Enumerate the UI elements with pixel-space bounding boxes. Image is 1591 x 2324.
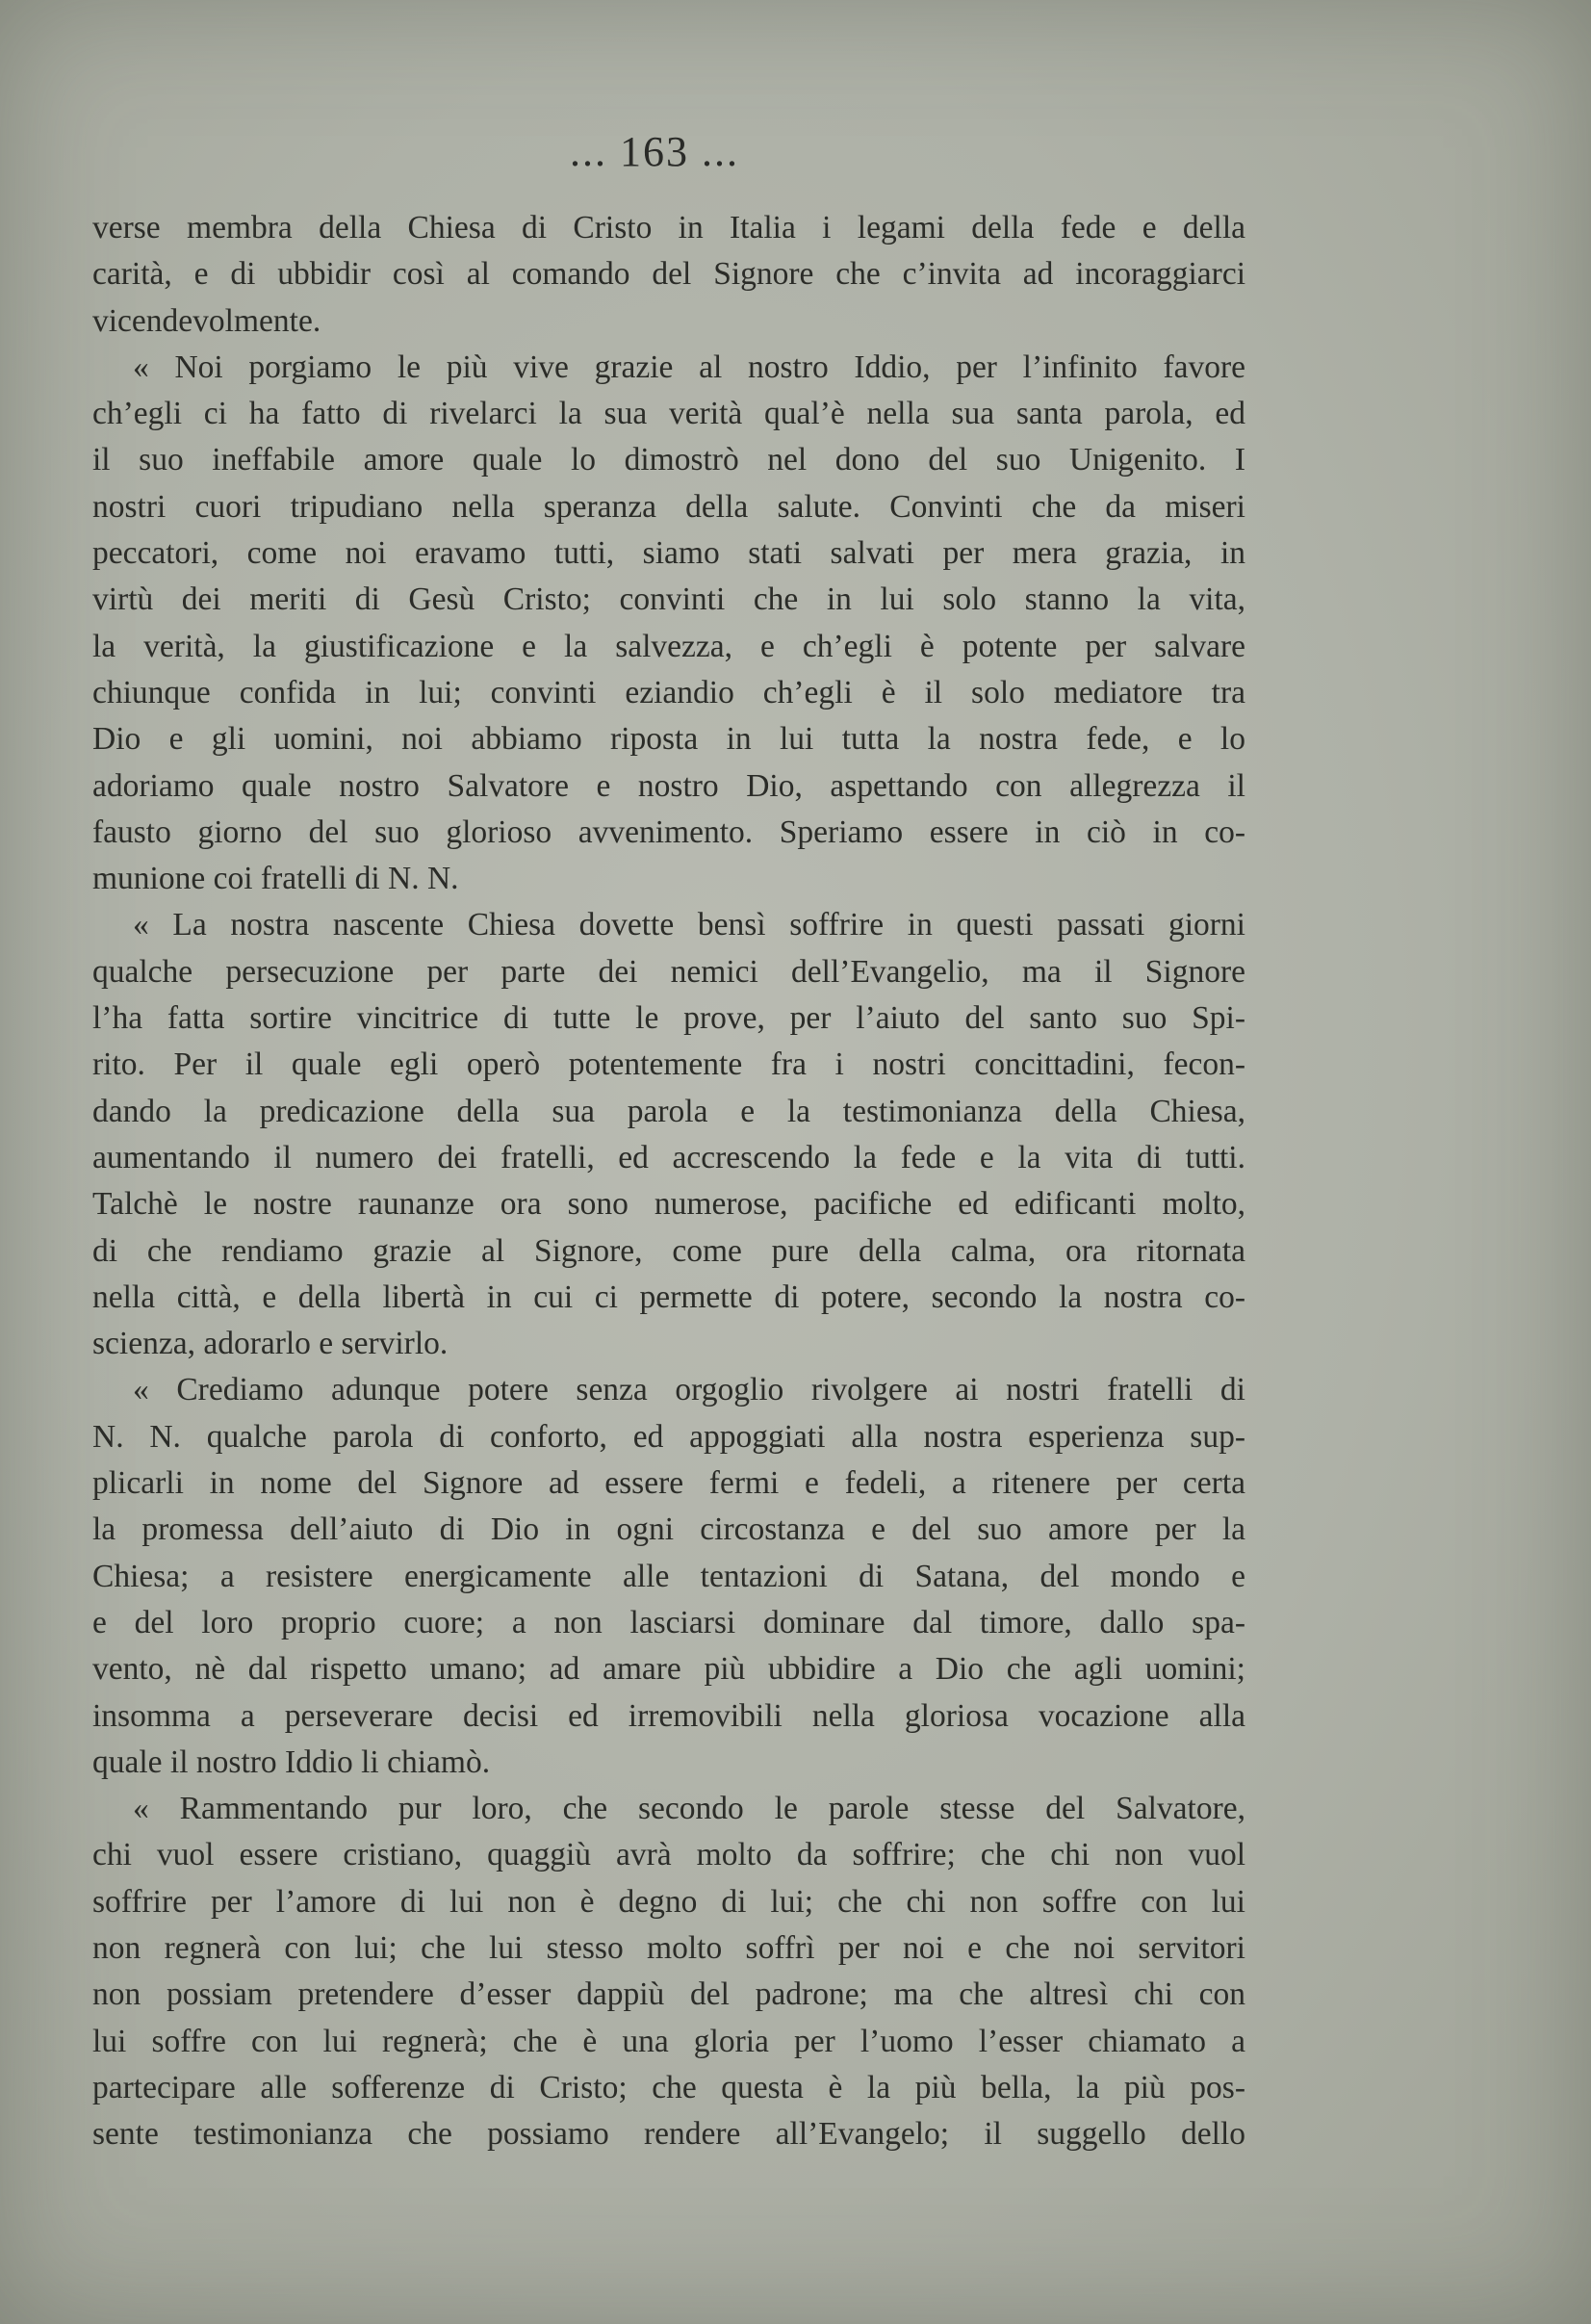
text-line: partecipare alle sofferenze di Cristo; che questa è la più bella, la più pos- [92, 2069, 1245, 2105]
text-line: l’ha fatta sortire vincitrice di tutte le prove, per l’aiuto del santo suo Spi- [92, 1000, 1245, 1037]
text-line: qualche persecuzione per parte dei nemici dell’Evangelio, ma il Signore [92, 953, 1245, 990]
text-line: plicarli in nome del Signore ad essere fermi e fedeli, a ritenere per certa [92, 1465, 1245, 1502]
text-line: la verità, la giustificazione e la salvezza, e ch’egli è potente per salvare [92, 628, 1245, 664]
text-line: vento, nè dal rispetto umano; ad amare più ubbidire a Dio che agli uomini; [92, 1651, 1245, 1688]
body-text [92, 205, 1245, 2157]
text-line: dando la predicazione della sua parola e la testimonianza della Chiesa, [92, 1093, 1245, 1129]
text-line: rito. Per il quale egli operò potentemente fra i nostri concittadini, fecon- [92, 1046, 1245, 1083]
text-line: lui soffre con lui regnerà; che è una gloria per l’uomo l’esser chiamato a [92, 2023, 1245, 2059]
text-line: chi vuol essere cristiano, quaggiù avrà molto da soffrire; che chi non vuol [92, 1837, 1245, 1873]
text-line: nella città, e della libertà in cui ci permette di potere, secondo la nostra co- [92, 1278, 1245, 1315]
text-line: la promessa dell’aiuto di Dio in ogni circostanza e del suo amore per la [92, 1511, 1245, 1548]
text-line: e del loro proprio cuore; a non lasciarsi dominare dal timore, dallo spa- [92, 1604, 1245, 1640]
text-line: « La nostra nascente Chiesa dovette bensì soffrire in questi passati giorni [133, 907, 1245, 943]
text-line: munione coi fratelli di N. N. [92, 861, 459, 897]
text-line: « Rammentando pur loro, che secondo le parole stesse del Salvatore, [133, 1791, 1245, 1827]
text-line: « Noi porgiamo le più vive grazie al nostro Iddio, per l’infinito favore [133, 349, 1245, 385]
text-line: chiunque confida in lui; convinti eziandio ch’egli è il solo mediatore tra [92, 674, 1245, 710]
text-line: verse membra della Chiesa di Cristo in Italia i legami della fede e della [92, 210, 1245, 245]
text-line: N. N. qualche parola di conforto, ed appoggiati alla nostra esperienza sup- [92, 1418, 1245, 1455]
text-line: di che rendiamo grazie al Signore, come pure della calma, ora ritornata [92, 1232, 1245, 1269]
text-line: scienza, adorarlo e servirlo. [92, 1326, 449, 1362]
text-line: aumentando il numero dei fratelli, ed accrescendo la fede e la vita di tutti. [92, 1139, 1245, 1175]
text-line: ch’egli ci ha fatto di rivelarci la sua verità qual’è nella sua santa parola, ed [92, 396, 1245, 432]
text-line: non possiam pretendere d’esser dappiù del padrone; ma che altresì chi con [92, 1976, 1245, 2013]
text-line: Talchè le nostre raunanze ora sono numerose, pacifiche ed edificanti molto, [92, 1186, 1245, 1223]
text-line: Dio e gli uomini, noi abbiamo riposta in lui tutta la nostra fede, e lo [92, 721, 1245, 758]
text-line: carità, e di ubbidir così al comando del Signore che c’invita ad incoraggiarci [92, 256, 1245, 293]
text-line: insomma a perseverare decisi ed irremovibili nella gloriosa vocazione alla [92, 1697, 1245, 1734]
text-line: fausto giorno del suo glorioso avvenimento. Speriamo essere in ciò in co- [92, 813, 1245, 850]
text-line: virtù dei meriti di Gesù Cristo; convinti che in lui solo stanno la vita, [92, 581, 1245, 618]
text-line: « Crediamo adunque potere senza orgoglio rivolgere ai nostri fratelli di [133, 1372, 1245, 1408]
page-number: ... 163 ... [570, 128, 739, 175]
text-line: peccatori, come noi eravamo tutti, siamo stati salvati per mera grazia, in [92, 535, 1245, 572]
text-line: quale il nostro Iddio li chiamò. [92, 1743, 491, 1780]
text-line: soffrire per l’amore di lui non è degno di lui; che chi non soffre con lui [92, 1883, 1245, 1920]
text-line: adoriamo quale nostro Salvatore e nostro Dio, aspettando con allegrezza il [92, 767, 1245, 804]
text-line: nostri cuori tripudiano nella speranza della salute. Convinti che da miseri [92, 488, 1245, 525]
text-line: vicendevolmente. [92, 302, 321, 339]
text-line: il suo ineffabile amore quale lo dimostrò nel dono del suo Unigenito. I [92, 442, 1245, 478]
text-line: Chiesa; a resistere energicamente alle tentazioni di Satana, del mondo e [92, 1558, 1245, 1594]
text-line: sente testimonianza che possiamo rendere all’Evangelo; il suggello dello [92, 2116, 1245, 2153]
text-line: non regnerà con lui; che lui stesso molto soffrì per noi e che noi servitori [92, 1929, 1245, 1966]
